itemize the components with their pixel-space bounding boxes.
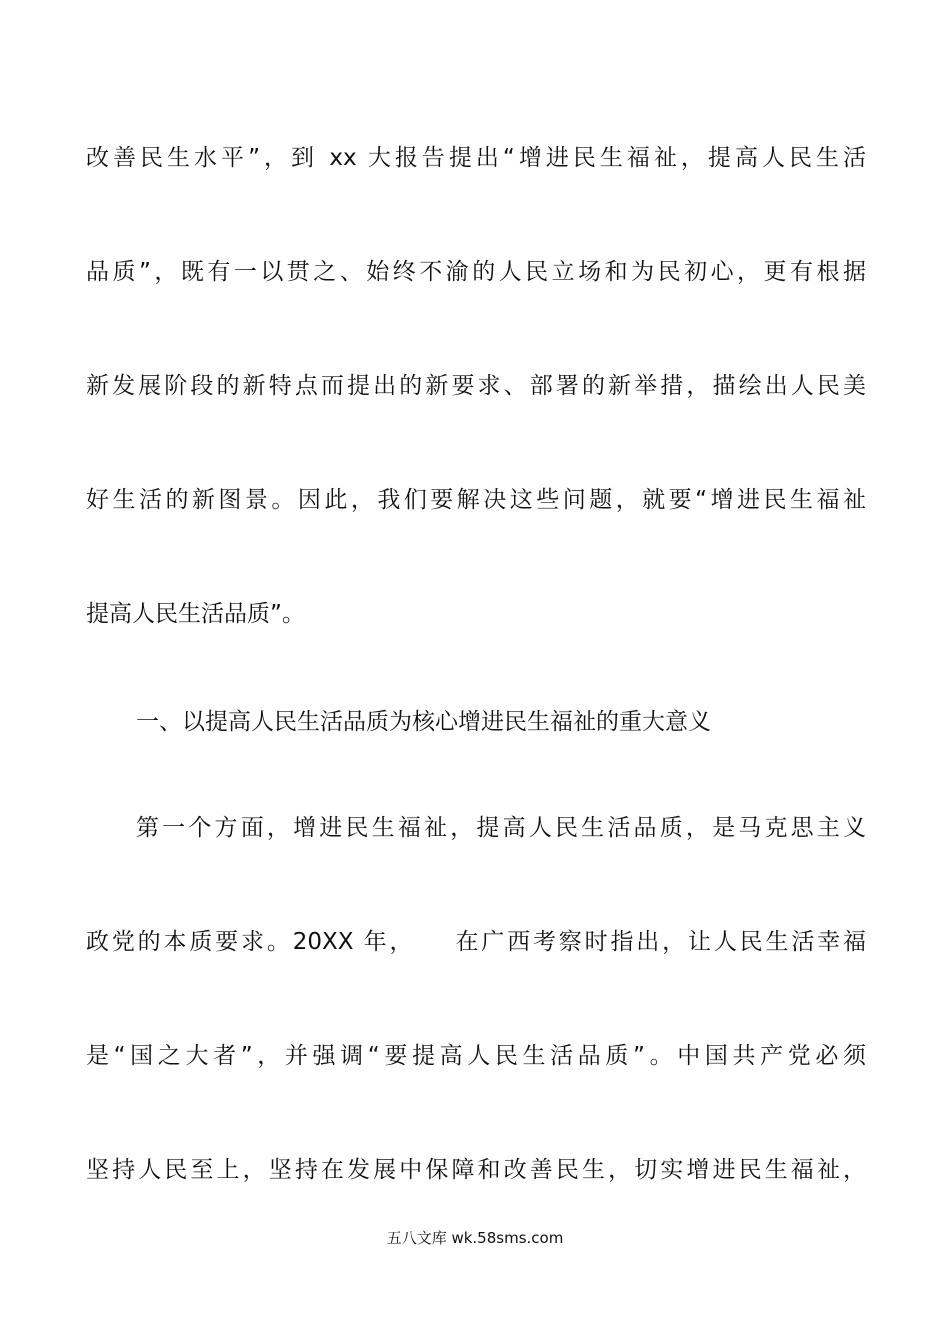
paragraph-line: 提高人民生活品质”。	[86, 601, 305, 627]
paragraph-line: 政党的本质要求。20XX 年， 在广西考察时指出，让人民生活幸福	[86, 929, 866, 955]
paragraph-line: 第一个方面，增进民生福祉，提高人民生活品质，是马克思主义	[136, 815, 866, 841]
paragraph-line: 改善民生水平”，到 xx 大报告提出“增进民生福祉，提高人民生活	[86, 145, 866, 171]
footer-watermark: 五八文库 wk.58sms.com	[386, 1229, 564, 1247]
paragraph-line: 新发展阶段的新特点而提出的新要求、部署的新举措，描绘出人民美	[86, 373, 866, 399]
paragraph-line: 是“国之大者”，并强调“要提高人民生活品质”。中国共产党必须	[86, 1043, 866, 1069]
section-heading: 一、以提高人民生活品质为核心增进民生福祉的重大意义	[136, 709, 711, 735]
paragraph-line: 好生活的新图景。因此，我们要解决这些问题，就要“增进民生福祉	[86, 487, 866, 513]
paragraph-line: 坚持人民至上，坚持在发展中保障和改善民生，切实增进民生福祉，	[86, 1157, 866, 1183]
paragraph-line: 品质”，既有一以贯之、始终不渝的人民立场和为民初心，更有根据	[86, 259, 866, 285]
